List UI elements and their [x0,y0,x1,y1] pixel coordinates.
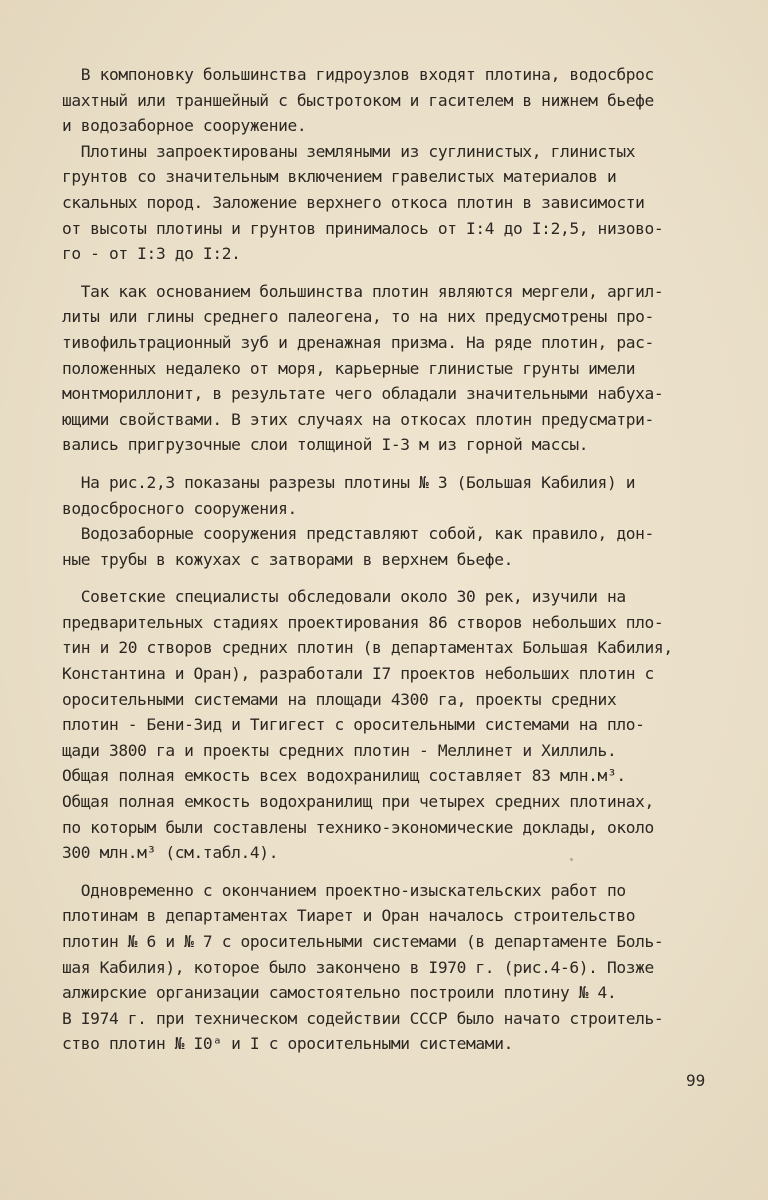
text-line: алжирские организации самостоятельно построили плотину № 4. [62,983,617,1003]
text-line: от высоты плотины и грунтов принималось от I:4 до I:2,5, низово- [62,218,664,238]
paragraph-dam-materials [62,139,722,267]
text-line: оросительными системами на площади 4300 га, проекты средних [62,689,617,709]
text-line: На рис.2,3 показаны разрезы плотины № 3 (Большая Кабилия) и [62,472,636,492]
text-line: Так как основанием большинства плотин являются мергели, аргил- [62,281,664,301]
paragraph-gap [62,572,722,584]
text-line: Советские специалисты обследовали около 30 рек, изучили на [62,587,626,607]
text-line: Одновременно с окончанием проектно-изыскательских работ по [62,880,626,900]
text-line: плотинам в департаментах Тиарет и Оран началось строительство [62,906,636,926]
paragraph-soviet-specialists [62,584,722,866]
text-line: плотин № 6 и № 7 с оросительными системами (в департаменте Боль- [62,932,664,951]
text-line: В компоновку большинства гидроузлов входят плотина, водосброс [62,65,654,84]
text-line: Константина и Оран), разработали I7 проектов небольших плотин с [62,664,654,684]
page-number: 99 [686,1071,706,1090]
text-line: и водозаборное сооружение. [62,116,307,136]
text-line: Плотины запроектированы земляными из суглинистых, глинистых [62,141,636,161]
text-line: водосбросного сооружения. [62,498,297,518]
text-line: плотин - Бени-Зид и Тигигест с оросительными системами на пло- [62,715,645,735]
paragraph-hydro-layout [62,62,722,139]
text-line: 300 млн.м³ (см.табл.4). [62,843,279,863]
text-line: ющими свойствами. В этих случаях на откосах плотин предусматри- [62,409,654,429]
paragraph-intakes [62,521,722,572]
text-line: ные трубы в кожухах с затворами в верхнем бьефе. [62,549,513,569]
body-text [62,62,722,1057]
text-line: Водозаборные сооружения представляют собой, как правило, дон- [62,524,654,544]
text-line: вались пригрузочные слои толщиной I-3 м из горной массы. [62,435,589,455]
text-line: го - от I:3 до I:2. [62,244,241,264]
text-line: Общая полная емкость всех водохранилищ составляет 83 млн.м³. [62,766,626,786]
text-line: тивофильтрационный зуб и дренажная призма. На ряде плотин, рас- [62,332,654,352]
text-line: монтмориллонит, в результате чего обладали значительными набуха- [62,384,664,404]
paragraph-figures [62,470,722,521]
paragraph-foundations [62,279,722,458]
text-line: Общая полная емкость водохранилищ при четырех средних плотинах, [62,792,654,812]
paper-speck [570,858,573,861]
text-line: В I974 г. при техническом содействии СССР было начато строитель- [62,1008,664,1028]
text-line: тин и 20 створов средних плотин (в департаментах Большая Кабилия, [62,638,673,658]
text-line: по которым были составлены технико-экономические доклады, около [62,817,654,837]
text-line: скальных пород. Заложение верхнего откоса плотин в зависимости [62,192,645,212]
paragraph-gap [62,866,722,878]
text-line: шая Кабилия), которое было закончено в I970 г. (рис.4-6). Позже [62,957,654,977]
text-line: предварительных стадиях проектирования 86 створов небольших пло- [62,612,664,632]
text-line: положенных недалеко от моря, карьерные глинистые грунты имели [62,358,636,378]
paragraph-gap [62,267,722,279]
text-line: литы или глины среднего палеогена, то на них предусмотрены про- [62,307,654,327]
paragraph-construction [62,878,722,1057]
text-line: щади 3800 га и проекты средних плотин - Меллинет и Хиллиль. [62,740,617,760]
paragraph-gap [62,458,722,470]
text-line: грунтов со значительным включением гравелистых материалов и [62,167,617,187]
text-line: ство плотин № I0ᵃ и I с оросительными системами. [62,1034,513,1054]
text-line: шахтный или траншейный с быстротоком и гасителем в нижнем бьефе [62,90,654,110]
